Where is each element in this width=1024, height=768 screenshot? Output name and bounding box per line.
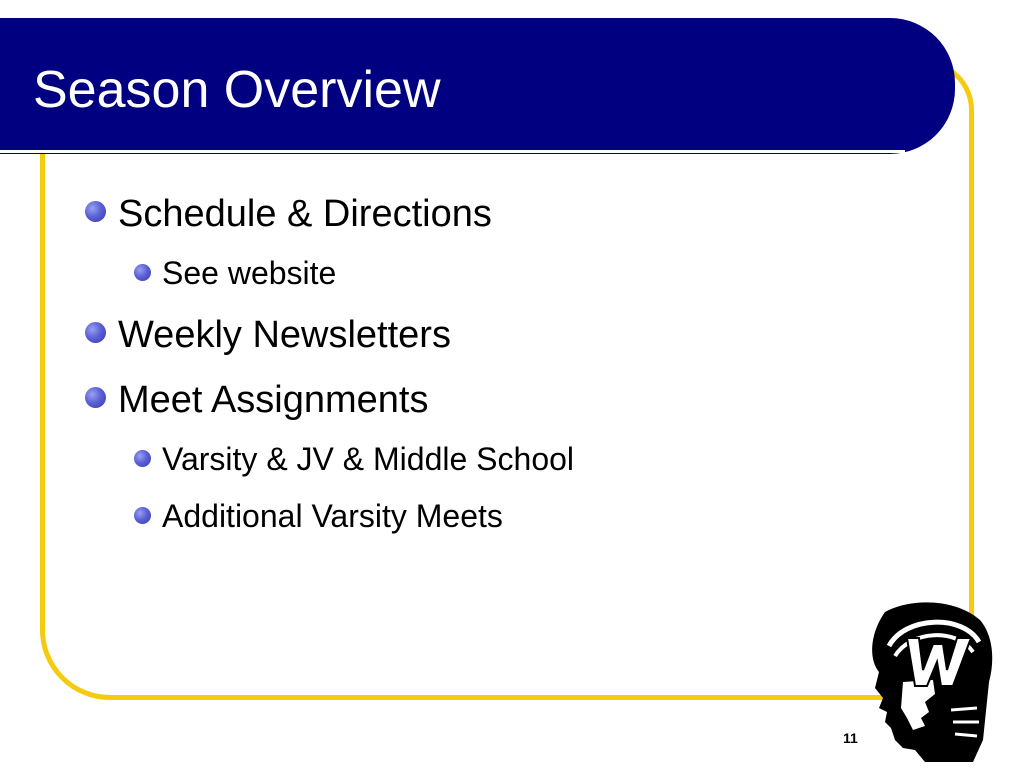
- bullet-dot-icon: [134, 507, 151, 524]
- slide-number: 11: [843, 730, 858, 746]
- sub-bullet-item: [162, 443, 574, 475]
- bullet-dot-icon: [134, 450, 151, 467]
- bullet-item: [118, 195, 492, 233]
- bullet-dot-icon: [85, 201, 106, 222]
- title-bar: [0, 18, 955, 154]
- bullet-text: Meet Assignments: [118, 379, 429, 421]
- warrior-helmet-logo-icon: [855, 590, 995, 762]
- bullet-text: Schedule & Directions: [118, 193, 492, 235]
- bullet-text: Varsity & JV & Middle School: [162, 441, 575, 477]
- sub-bullet-item: [162, 500, 503, 532]
- title-underline: [0, 150, 905, 153]
- bullet-text: Additional Varsity Meets: [162, 498, 503, 534]
- bullet-text: See website: [162, 255, 337, 291]
- slide-title: Season Overview: [33, 61, 441, 119]
- bullet-item: [118, 316, 451, 354]
- bullet-dot-icon: [85, 387, 106, 408]
- bullet-dot-icon: [85, 322, 106, 343]
- sub-bullet-item: [162, 257, 336, 289]
- bullet-text: Weekly Newsletters: [118, 314, 451, 356]
- bullet-dot-icon: [134, 264, 151, 281]
- bullet-item: [118, 381, 428, 419]
